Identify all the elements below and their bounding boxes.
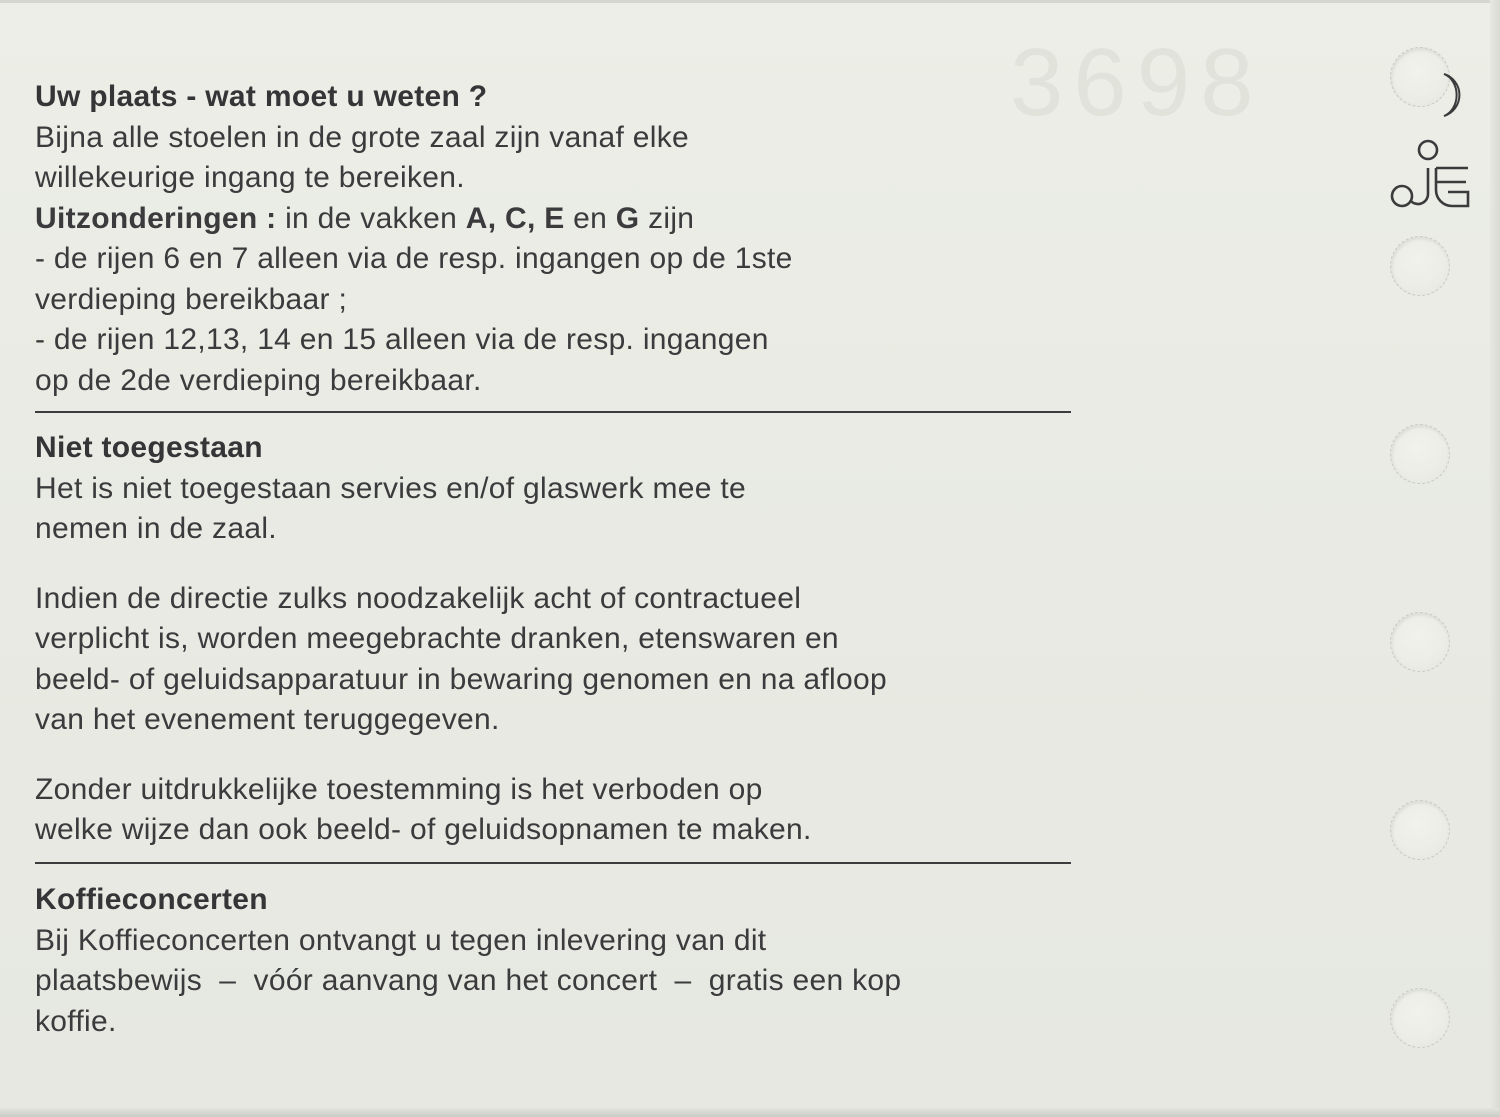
- seats-body-line: Bijna alle stoelen in de grote zaal zijn vanaf elke: [35, 120, 690, 154]
- exceptions-text: in de vakken: [276, 201, 466, 235]
- not-allowed-line: nemen in de zaal.: [35, 512, 277, 545]
- section-not-allowed: [35, 428, 1095, 851]
- seats-body-line: willekeurige ingang te bereiken.: [35, 161, 465, 194]
- seats-rule-line: - de rijen 6 en 7 alleen via de resp. ingangen op de 1ste: [35, 242, 793, 275]
- coffee-heading: Koffieconcerten: [35, 883, 268, 916]
- seats-rule-line: - de rijen 12,13, 14 en 15 alleen via de resp. ingangen: [35, 323, 769, 356]
- coffee-body-line: koffie.: [35, 1004, 117, 1038]
- exceptions-label: Uitzonderingen :: [35, 201, 277, 235]
- perforation-hole: [1390, 424, 1450, 484]
- seats-rule-line: op de 2de verdieping bereikbaar.: [35, 363, 482, 397]
- card-bottom-edge: [0, 1108, 1500, 1117]
- paragraph-gap: [35, 741, 1095, 770]
- not-allowed-line: Indien de directie zulks noodzakelijk acht of contractueel: [35, 581, 802, 615]
- not-allowed-line: van het evenement teruggegeven.: [35, 703, 500, 736]
- perforation-hole: [1390, 612, 1450, 672]
- not-allowed-line: verplicht is, worden meegebrachte dranken, etenswaren en: [35, 622, 839, 655]
- perforation-hole: [1390, 988, 1450, 1048]
- exceptions-text: zijn: [639, 201, 695, 235]
- exceptions-sections: A, C, E: [465, 201, 565, 235]
- crescent-cut-icon: [1432, 70, 1472, 120]
- paragraph-gap: [35, 550, 1095, 579]
- perforation-hole: [1390, 800, 1450, 860]
- seats-heading: Uw plaats - wat moet u weten ?: [35, 80, 488, 113]
- section-divider: [35, 411, 1071, 413]
- section-coffee: [35, 880, 1095, 1042]
- card-right-edge: [1490, 0, 1500, 1117]
- not-allowed-heading: Niet toegestaan: [35, 431, 263, 464]
- seats-exceptions-line: [35, 199, 1095, 240]
- faint-serial-imprint: 3698: [1010, 29, 1264, 136]
- not-allowed-line: Het is niet toegestaan servies en/of glaswerk mee te: [35, 471, 746, 505]
- perforation-hole: [1390, 236, 1450, 296]
- coffee-body-line: Bij Koffieconcerten ontvangt u tegen inlevering van dit: [35, 923, 767, 957]
- section-divider: [35, 862, 1071, 864]
- section-seats: [35, 77, 1095, 401]
- seats-rule-line: verdieping bereikbaar ;: [35, 282, 348, 316]
- not-allowed-line: welke wijze dan ook beeld- of geluidsopnamen te maken.: [35, 813, 812, 846]
- not-allowed-line: Zonder uitdrukkelijke toestemming is het verboden op: [35, 772, 763, 806]
- exceptions-text: en: [564, 201, 616, 235]
- coffee-body-line: plaatsbewijs – vóór aanvang van het concert – gratis een kop: [35, 964, 902, 997]
- not-allowed-line: beeld- of geluidsapparatuur in bewaring genomen en na afloop: [35, 662, 887, 696]
- card-top-edge: [0, 0, 1500, 3]
- exceptions-section-last: G: [615, 201, 640, 235]
- venue-logo-icon: [1388, 138, 1470, 212]
